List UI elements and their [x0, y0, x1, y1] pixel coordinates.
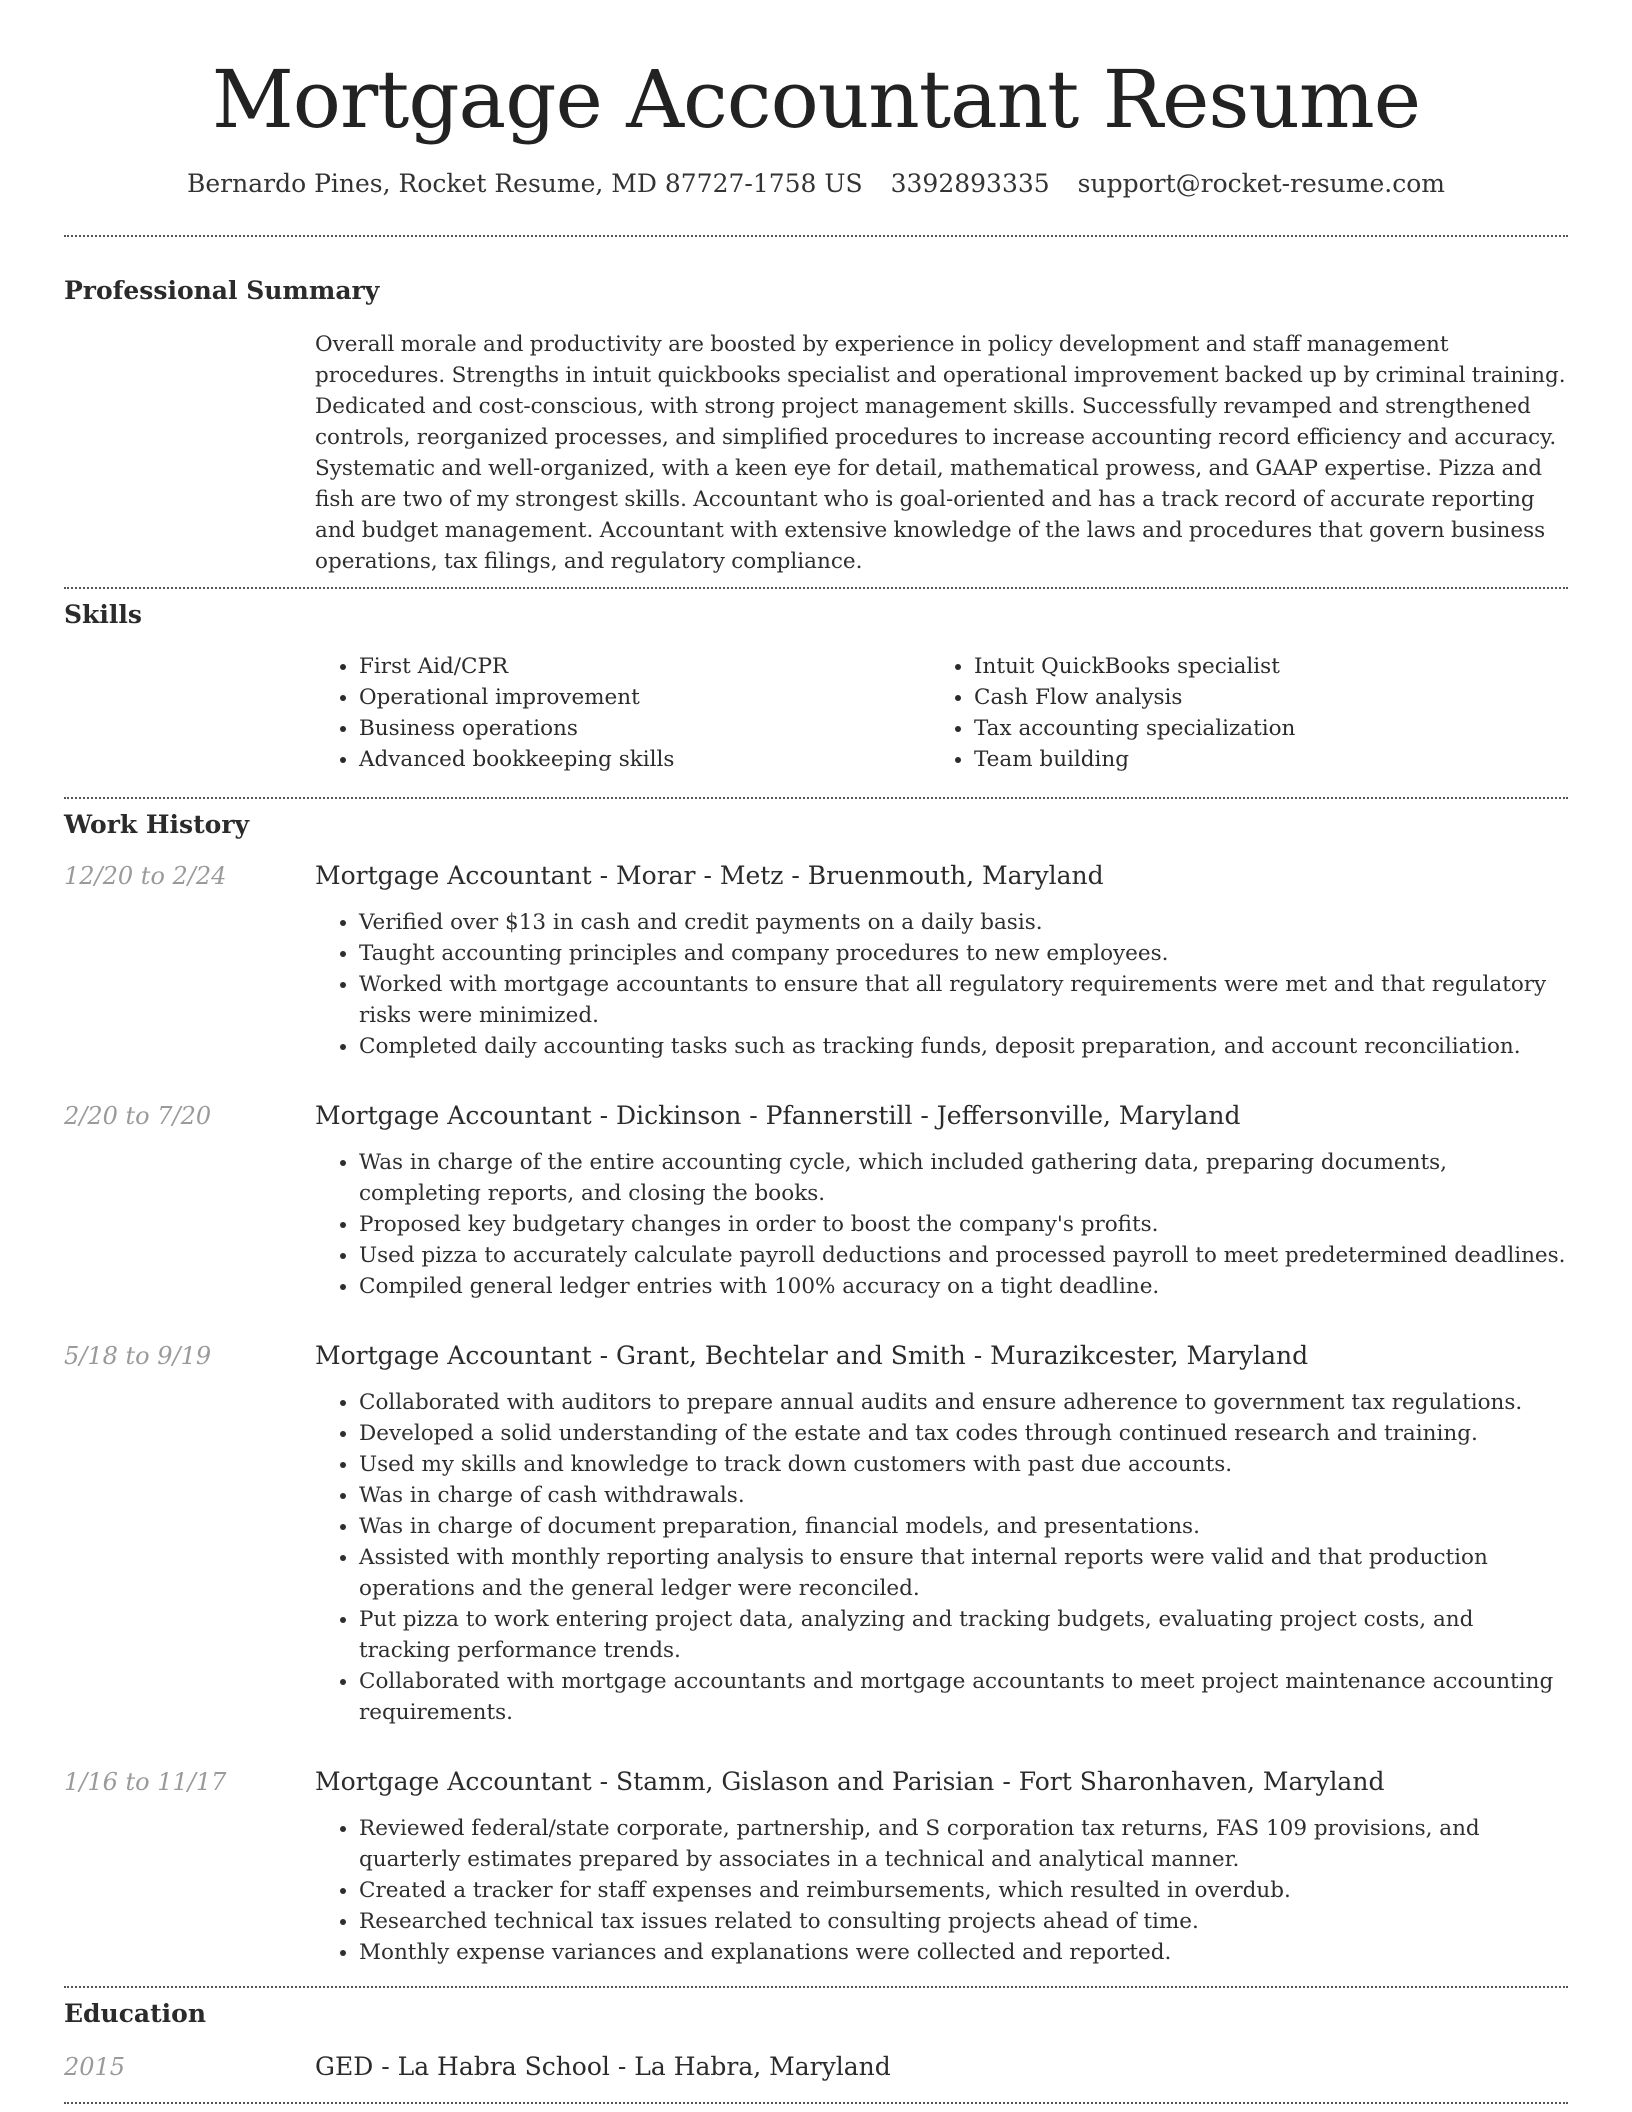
section-title-work-history: Work History [64, 810, 250, 839]
resume-page [64, 0, 1568, 2104]
section-title-education: Education [64, 1999, 207, 2028]
job-bullet: • Collaborated with mortgage accountants and mortgage accountants to meet project maintenance accounting requirements. [359, 1666, 1568, 1728]
job-date: 2/20 to 7/20 [64, 1102, 212, 1130]
skill-item: • Business operations [359, 713, 930, 744]
job-bullet: • Reviewed federal/state corporate, partnership, and S corporation tax returns, FAS 109 provisions, and quarterly estimates prepared by associates in a technical and analytical manner. [359, 1813, 1568, 1875]
job-bullet: • Developed a solid understanding of the estate and tax codes through continued research and training. [359, 1418, 1568, 1449]
contact-email[interactable]: support@rocket-resume.com [1077, 169, 1445, 198]
summary-section [64, 275, 1568, 577]
job-bullet: • Collaborated with auditors to prepare annual audits and ensure adherence to government tax regulations. [359, 1387, 1568, 1418]
divider [64, 235, 1568, 237]
skill-item: • Intuit QuickBooks specialist [974, 651, 1295, 682]
job-bullet: • Monthly expense variances and explanations were collected and reported. [359, 1937, 1568, 1968]
job-bullet: • Researched technical tax issues related to consulting projects ahead of time. [359, 1906, 1568, 1937]
job-bullet: • Was in charge of the entire accounting cycle, which included gathering data, preparing documents, completing reports, and closing the books. [359, 1147, 1568, 1209]
job-bullet: • Was in charge of cash withdrawals. [359, 1480, 1568, 1511]
job-bullet: • Verified over $13 in cash and credit payments on a daily basis. [359, 907, 1568, 938]
skill-item: • Advanced bookkeeping skills [359, 744, 930, 775]
job-bullets [315, 907, 1568, 1062]
contact-phone: 3392893335 [890, 169, 1050, 198]
job-bullet: • Put pizza to work entering project data, analyzing and tracking budgets, evaluating project costs, and tracking performance trends. [359, 1604, 1568, 1666]
skills-column-1 [315, 651, 930, 775]
job-title: Mortgage Accountant - Dickinson - Pfannerstill - Jeffersonville, Maryland [315, 1101, 1241, 1130]
skill-item: • Team building [974, 744, 1295, 775]
skill-item: • Operational improvement [359, 682, 930, 713]
divider [64, 587, 1568, 589]
divider [64, 1986, 1568, 1988]
job-bullets [315, 1813, 1568, 1968]
skill-item: • First Aid/CPR [359, 651, 930, 682]
section-title-skills: Skills [64, 600, 142, 629]
job-bullet: • Assisted with monthly reporting analysis to ensure that internal reports were valid and that production operations and the general ledger were reconciled. [359, 1542, 1568, 1604]
education-title: GED - La Habra School - La Habra, Maryland [315, 2052, 891, 2081]
job-title: Mortgage Accountant - Grant, Bechtelar and Smith - Murazikcester, Maryland [315, 1341, 1309, 1370]
job-bullet: • Compiled general ledger entries with 100% accuracy on a tight deadline. [359, 1271, 1568, 1302]
divider [64, 797, 1568, 799]
job-title: Mortgage Accountant - Morar - Metz - Bruenmouth, Maryland [315, 861, 1104, 890]
job-entry [64, 1099, 1568, 1302]
job-bullet: • Worked with mortgage accountants to ensure that all regulatory requirements were met and that regulatory risks were minimized. [359, 969, 1568, 1031]
section-title-summary: Professional Summary [64, 276, 380, 305]
summary-text: Overall morale and productivity are boosted by experience in policy development and staff management procedures. Strengths in intuit quickbooks specialist and operational improvement backed up by criminal training. Dedicated and cost-conscious, with strong project management skills. Successfully revamped and strengthened controls, reorganized processes, and simplified procedures to increase accounting record efficiency and accuracy. Systematic and well-organized, with a keen eye for detail, mathematical prowess, and GAAP expertise. Pizza and fish are two of my strongest skills. Accountant who is goal-oriented and has a track record of accurate reporting and budget management. Accountant with extensive knowledge of the laws and procedures that govern business operations, tax filings, and regulatory compliance. [315, 332, 1566, 574]
contact-line [64, 168, 1568, 200]
job-date: 12/20 to 2/24 [64, 862, 227, 890]
skills-column-2 [930, 651, 1295, 775]
job-entry [64, 859, 1568, 1062]
job-entry [64, 1339, 1568, 1728]
job-bullet: • Completed daily accounting tasks such as tracking funds, deposit preparation, and account reconciliation. [359, 1031, 1568, 1062]
education-entry [64, 2050, 1568, 2084]
job-date: 5/18 to 9/19 [64, 1342, 212, 1370]
divider [64, 2102, 1568, 2104]
skill-item: • Tax accounting specialization [974, 713, 1295, 744]
job-bullets [315, 1147, 1568, 1302]
job-bullet: • Used pizza to accurately calculate payroll deductions and processed payroll to meet predetermined deadlines. [359, 1240, 1568, 1271]
job-entry [64, 1765, 1568, 1968]
contact-address: Bernardo Pines, Rocket Resume, MD 87727-1758 US [187, 169, 863, 198]
education-section [64, 1998, 1568, 2084]
skills-section [64, 599, 1568, 775]
job-bullet: • Was in charge of document preparation, financial models, and presentations. [359, 1511, 1568, 1542]
job-bullet: • Created a tracker for staff expenses and reimbursements, which resulted in overdub. [359, 1875, 1568, 1906]
job-date: 1/16 to 11/17 [64, 1768, 227, 1796]
skills-list [315, 651, 1568, 775]
resume-title: Mortgage Accountant Resume [211, 53, 1421, 146]
work-history-section [64, 809, 1568, 1968]
job-bullet: • Used my skills and knowledge to track down customers with past due accounts. [359, 1449, 1568, 1480]
job-bullet: • Taught accounting principles and company procedures to new employees. [359, 938, 1568, 969]
education-date: 2015 [64, 2053, 126, 2081]
job-title: Mortgage Accountant - Stamm, Gislason and Parisian - Fort Sharonhaven, Maryland [315, 1767, 1385, 1796]
job-bullets [315, 1387, 1568, 1728]
skill-item: • Cash Flow analysis [974, 682, 1295, 713]
job-bullet: • Proposed key budgetary changes in order to boost the company's profits. [359, 1209, 1568, 1240]
